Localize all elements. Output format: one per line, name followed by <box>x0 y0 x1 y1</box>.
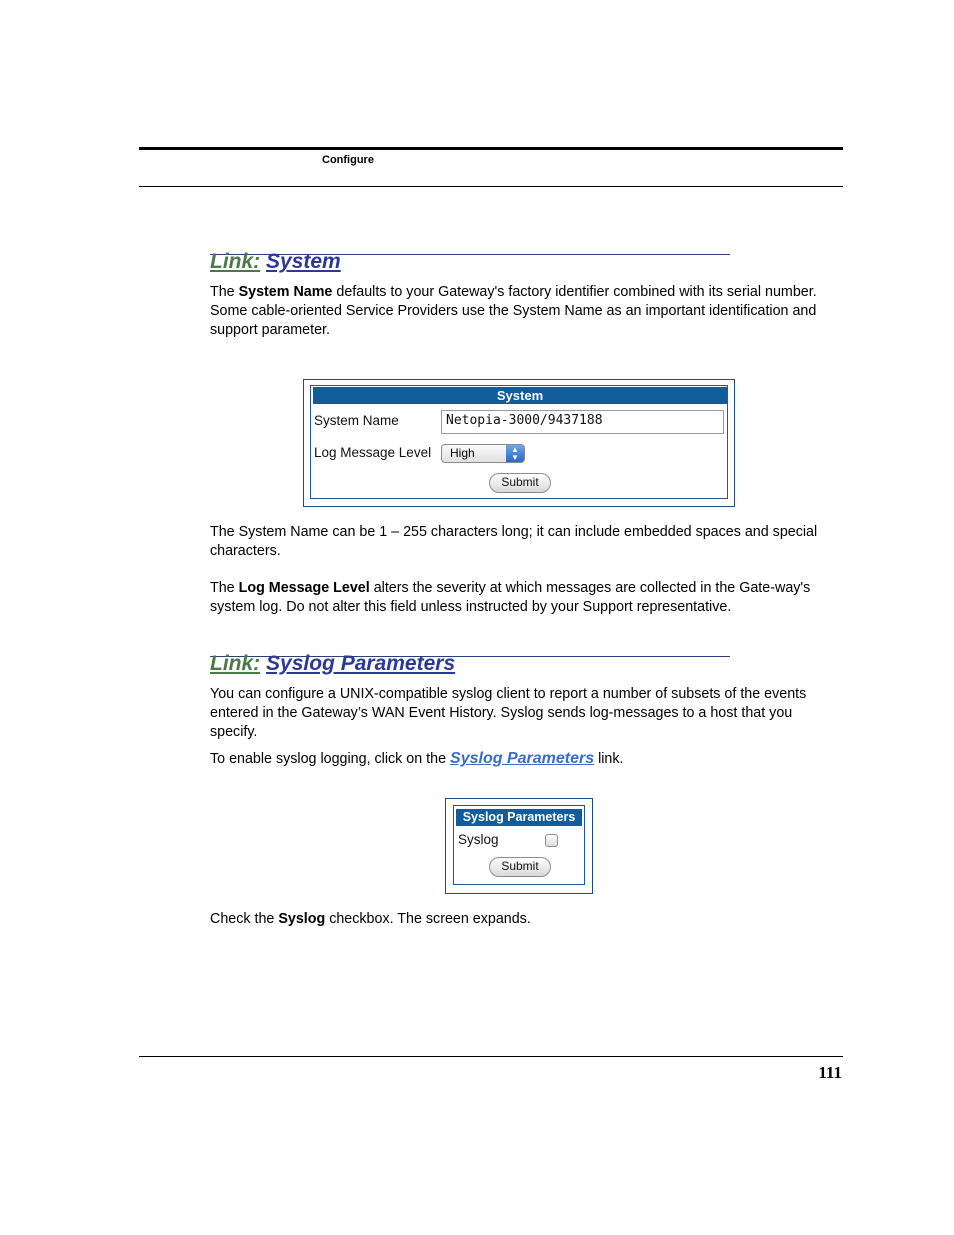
link-prefix: Link: <box>210 250 261 273</box>
syslog-intro-paragraph: You can configure a UNIX-compatible syslog client to report a number of subsets of the events entered in the Gateway’s WAN Event History. Syslog sends log-messages to a host that you specify. <box>210 686 807 740</box>
section-title-syslog <box>210 652 455 676</box>
section-title-system <box>210 250 341 274</box>
page-number: 111 <box>818 1063 842 1082</box>
footer-rule <box>139 1056 843 1057</box>
system-panel-header: System <box>313 387 727 404</box>
system-name-input[interactable]: Netopia-3000/9437188 <box>441 410 724 434</box>
syslog-label: Syslog <box>458 832 499 847</box>
log-level-selected-value: High <box>450 446 475 460</box>
log-message-level-select[interactable] <box>441 444 525 463</box>
syslog-panel-screenshot <box>445 798 593 894</box>
syslog-submit-button[interactable]: Submit <box>489 857 551 877</box>
syslog-enable-paragraph: To enable syslog logging, click on the Syslog Parameters link. <box>210 750 624 767</box>
syslog-term: Syslog <box>278 911 326 927</box>
syslog-checkbox[interactable] <box>545 834 558 847</box>
system-name-label: System Name <box>314 413 399 428</box>
system-panel-screenshot <box>303 379 735 507</box>
log-message-level-term: Log Message Level <box>238 580 370 596</box>
syslog-check-paragraph: Check the Syslog checkbox. The screen expands. <box>210 911 531 927</box>
system-submit-button[interactable]: Submit <box>489 473 551 493</box>
link-prefix: Link: <box>210 652 261 675</box>
syslog-panel-header: Syslog Parameters <box>456 809 582 826</box>
header-rule-top <box>139 147 843 150</box>
system-link[interactable]: System <box>266 250 341 273</box>
header-rule-bottom <box>139 186 843 187</box>
log-message-level-label: Log Message Level <box>314 445 432 460</box>
syslog-parameters-inline-link[interactable]: Syslog Parameters <box>450 750 595 767</box>
system-name-length-paragraph: The System Name can be 1 – 255 characters long; it can include embedded spaces and special characters. <box>210 524 818 559</box>
log-level-paragraph: The Log Message Level alters the severity at which messages are collected in the Gate-way's system log. Do not alter this field unless instructed by your Support representative. <box>210 580 811 615</box>
system-name-term: System Name <box>238 284 333 300</box>
system-intro-paragraph: The System Name defaults to your Gateway's factory identifier combined with its serial number. Some cable-oriented Service Providers use the System Name as an important identification and support parameter. <box>210 284 817 338</box>
running-head: Configure <box>322 154 374 166</box>
syslog-parameters-link[interactable]: Syslog Parameters <box>266 652 456 675</box>
select-arrows-icon: ▲ ▼ <box>506 445 524 462</box>
